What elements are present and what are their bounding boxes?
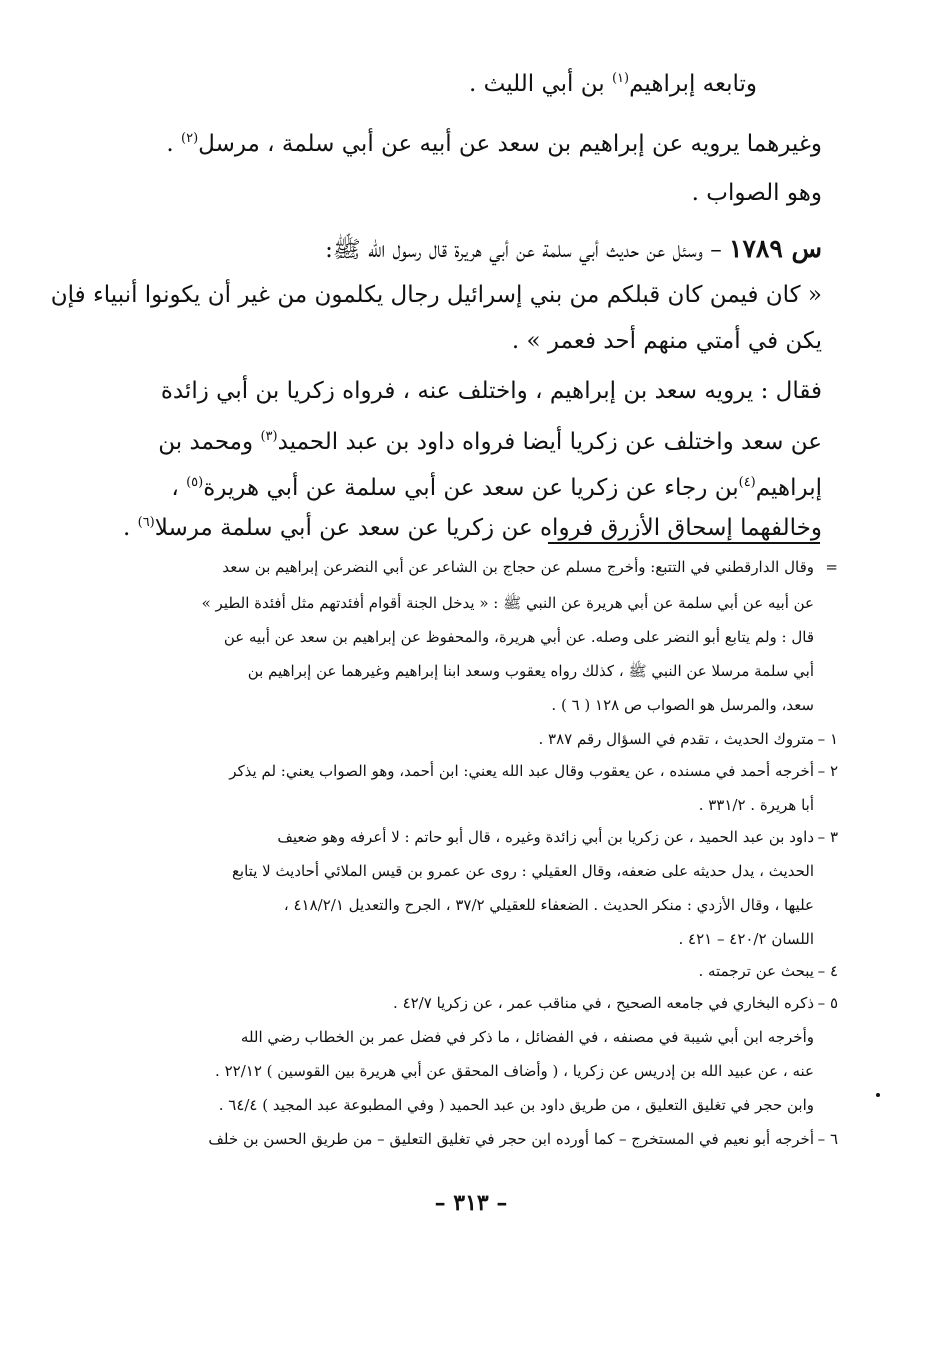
answer-line-2	[158, 422, 822, 457]
footnote-cont-line: سعد، والمرسل هو الصواب ص ١٢٨ ( ٦ ) .	[551, 696, 814, 714]
answer-line-3	[171, 468, 822, 503]
footnote-ref: (٥)	[186, 475, 204, 490]
text: عن سعد واختلف عن زكريا أيضا فرواه داود بن عبد الحميد	[277, 429, 822, 455]
footnote-cont-line: عن أبيه عن أبي سلمة عن أبي هريرة عن النبي ﷺ : « يدخل الجنة أقوام أفئدتهم مثل أفئدة الطير »	[201, 594, 814, 612]
footnote-line: يبحث عن ترجمته .	[698, 962, 814, 980]
footnote-cont-line: أبي سلمة مرسلا عن النبي ﷺ ، كذلك رواه يعقوب وسعد ابنا إبراهيم وغيرهما عن إبراهيم بن	[247, 662, 814, 680]
main-line-1	[469, 64, 757, 99]
text: وتابعه إبراهيم	[629, 71, 757, 97]
footnote-line: متروك الحديث ، تقدم في السؤال رقم ٣٨٧ .	[538, 730, 814, 748]
question-line-3	[512, 326, 822, 356]
footnote-separator	[548, 542, 820, 544]
footnote-number: ١ –	[817, 730, 838, 748]
footnote-cont-line: وقال الدارقطني في التتبع: وأخرج مسلم عن حجاج بن الشاعر عن أبي النضرعن إبراهيم بن سعد	[222, 558, 814, 576]
footnote-line: أخرجه أحمد في مسنده ، عن يعقوب وقال عبد الله يعني: ابن أحمد، وهو الصواب يعني: لم يذكر	[229, 762, 814, 780]
footnote-ref: (١)	[611, 71, 630, 86]
footnote-line: أبا هريرة . ٣٣١/٢ .	[698, 796, 814, 814]
text: يكن في أمتي منهم أحد فعمر » .	[511, 328, 822, 354]
footnote-number: ٤ –	[817, 962, 838, 980]
text: وغيرهما يرويه عن إبراهيم بن سعد عن أبيه عن أبي سلمة ، مرسل	[198, 131, 822, 157]
question-number: س ١٧٨٩	[729, 234, 822, 263]
answer-line-1	[161, 376, 822, 406]
footnote-line: ذكره البخاري في جامعه الصحيح ، في مناقب عمر ، عن زكريا ٤٢/٧ .	[393, 994, 814, 1012]
footnote-line: أخرجه أبو نعيم في المستخرج – كما أورده ابن حجر في تغليق التعليق – من طريق الحسن بن خلف	[208, 1130, 814, 1148]
answer-line-4	[123, 508, 822, 543]
text: بن أبي الليث .	[468, 71, 612, 97]
footnote-line: عليها ، وقال الأزدي : منكر الحديث . الضعفاء للعقيلي ٣٧/٢ ، الجرح والتعديل ٤١٨/٢/١ ،	[283, 896, 814, 914]
text: .	[166, 131, 182, 157]
text: ،	[171, 475, 187, 501]
text: بن رجاء عن زكريا عن سعد عن أبي سلمة عن أبي هريرة	[203, 475, 739, 501]
footnote-line: داود بن عبد الحميد ، عن زكريا بن أبي زائدة وغيره ، قال أبو حاتم : لا أعرفه وهو ضعيف	[277, 828, 814, 846]
footnote-line: وأخرجه ابن أبي شيبة في مصنفه ، في الفضائل ، ما ذكر في فضل عمر بن الخطاب رضي الله	[240, 1028, 814, 1046]
main-line-3	[692, 178, 822, 208]
footnote-line: الحديث ، يدل حديثه على ضعفه، وقال العقيلي : روى عن عمرو بن قيس الملائي أحاديث لا يتابع	[231, 862, 814, 880]
scan-speck	[876, 1093, 880, 1097]
footnote-number: ٥ –	[817, 994, 838, 1012]
text: فقال : يرويه سعد بن إبراهيم ، واختلف عنه ، فرواه زكريا بن أبي زائدة	[160, 378, 822, 404]
continuation-mark: =	[825, 558, 838, 576]
text: إبراهيم	[755, 475, 822, 501]
footnote-cont-line: قال : ولم يتابع أبو النضر على وصله. عن أبي هريرة، والمحفوظ عن إبراهيم بن سعد عن أبيه عن	[223, 628, 814, 646]
question-line-2	[51, 280, 822, 310]
footnote-line: عنه ، عن عبيد الله بن إدريس عن زكريا ، ( وأضاف المحقق عن أبي هريرة بين القوسين ) ٢٢/١٢ .	[215, 1062, 814, 1080]
footnote-number: ٣ –	[817, 828, 838, 846]
text: .	[122, 515, 138, 541]
page-number: – ٣١٣ –	[434, 1190, 508, 1216]
main-line-2	[166, 124, 822, 159]
footnote-number: ٢ –	[817, 762, 838, 780]
footnote-ref: (٦)	[137, 515, 155, 530]
text: وخالفهما إسحاق الأزرق فرواه عن زكريا عن سعد عن أبي سلمة مرسلا	[154, 515, 822, 541]
text: ومحمد بن	[158, 429, 261, 455]
footnote-ref: (٢)	[181, 131, 199, 146]
text: « كان فيمن كان قبلكم من بني إسرائيل رجال يكلمون من غير أن يكونوا أنبياء فإن	[50, 282, 822, 308]
question-heading	[325, 234, 822, 265]
text: وهو الصواب .	[691, 180, 822, 206]
footnote-ref: (٣)	[260, 429, 278, 444]
footnote-number: ٦ –	[817, 1130, 838, 1148]
footnote-ref: (٤)	[738, 475, 756, 490]
text: – وسئل عن حديث أبي سلمة عن أبي هريرة قال رسول الله ﷺ:	[325, 237, 730, 263]
footnote-line: اللسان ٤٢٠/٢ – ٤٢١ .	[678, 930, 814, 948]
footnote-line: وابن حجر في تغليق التعليق ، من طريق داود بن عبد الحميد ( وفي المطبوعة عبد المجيد ) ٦٤/٤ .	[218, 1096, 814, 1114]
